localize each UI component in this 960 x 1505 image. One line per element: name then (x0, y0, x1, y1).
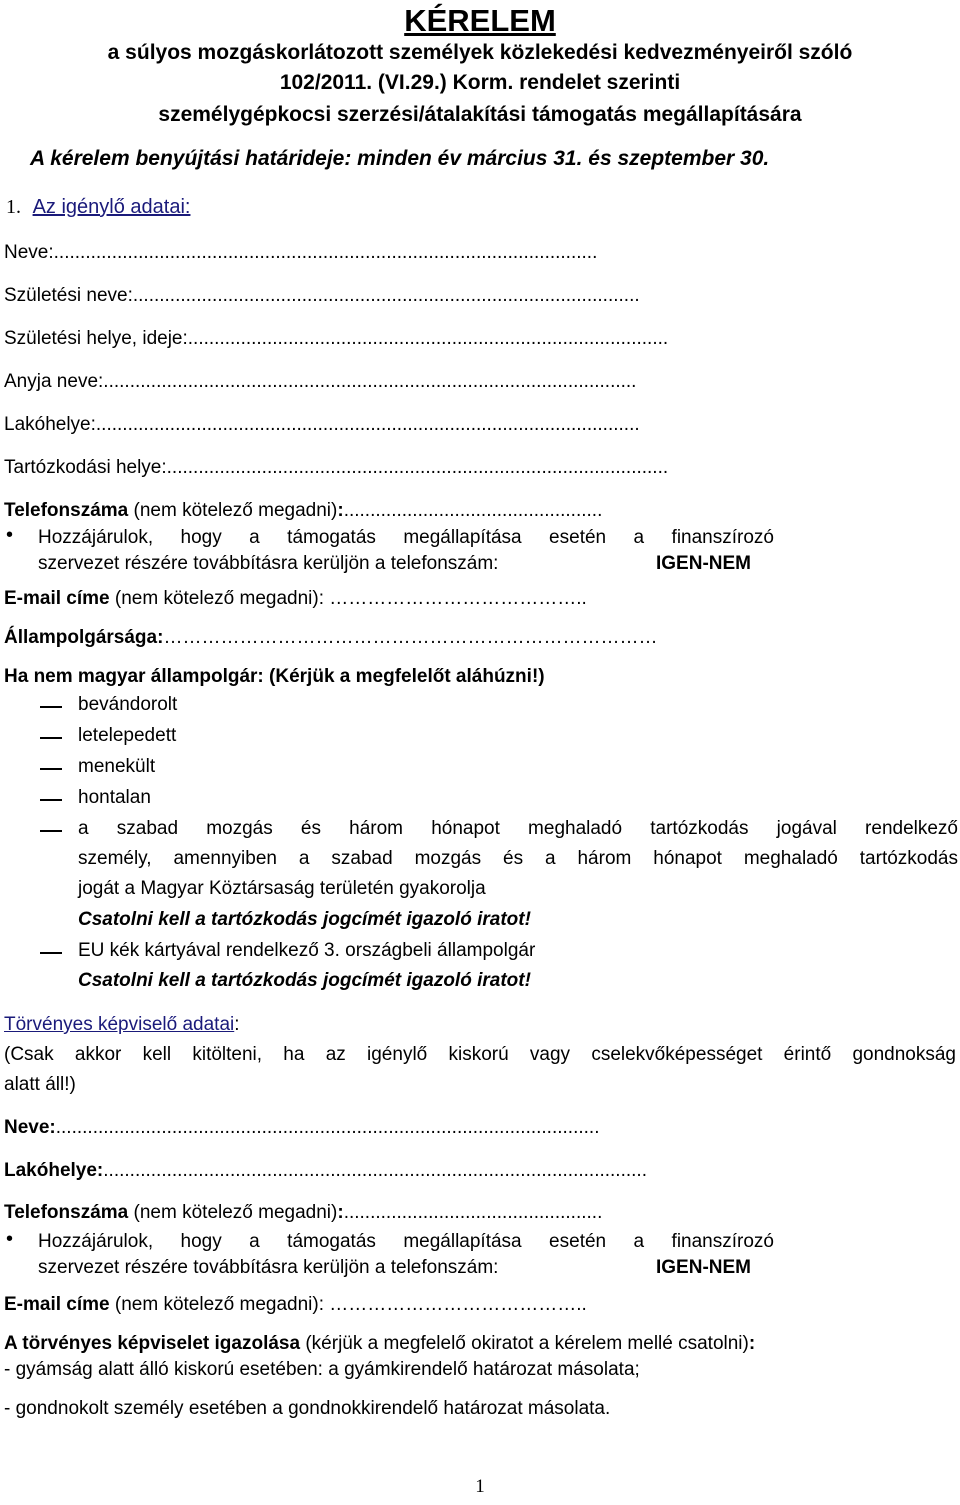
field-dots: ....................................................................................................... (103, 1160, 647, 1181)
field-label: Neve: (4, 1117, 56, 1138)
legal-rep-colon: : (234, 1014, 240, 1035)
field-label: Születési helye, ideje: (4, 328, 188, 349)
option-eu-blue-card: EU kék kártyával rendelkező 3. országbeli állampolgár (78, 940, 536, 961)
attach-note: Csatolni kell a tartózkodás jogcímét igazoló iratot! (78, 909, 531, 930)
field-citizenship (4, 627, 657, 649)
section-title: Az igénylő adatai: (32, 196, 191, 218)
email-optional: (nem kötelező megadni): (114, 1294, 324, 1315)
option-refugee: menekült (78, 756, 156, 777)
field-mother-name (4, 371, 636, 393)
subtitle-line-2: 102/2011. (VI.29.) Korm. rendelet szerinti (279, 71, 681, 94)
field-dots: ................................................................................................ (132, 285, 640, 306)
field-label: Tartózkodási helye: (4, 457, 167, 478)
dash-icon (40, 830, 62, 832)
section-number: 1. (6, 196, 21, 218)
email-optional: (nem kötelező megadni): (114, 588, 324, 609)
citizenship-dots: …………………………………………………………………… (163, 627, 658, 648)
phone-dots: ................................................. (343, 1202, 603, 1223)
foreign-citizen-prompt (4, 666, 545, 688)
proof-colon: : (748, 1333, 756, 1354)
section-1-heading (6, 196, 190, 218)
legal-rep-consent-line-2: szervezet részére továbbításra kerüljön a telefonszám: (38, 1257, 499, 1278)
dash-icon (40, 706, 62, 708)
subtitle-line-1: a súlyos mozgáskorlátozott személyek közlekedési kedvezményeiről szóló (107, 41, 853, 64)
consent-line-1: Hozzájárulok, hogy a támogatás megállapítása esetén a finanszírozó (38, 527, 774, 548)
email-label: E-mail címe (4, 588, 110, 609)
field-name (4, 242, 597, 264)
field-dots: ....................................................................................................... (53, 242, 598, 263)
subtitle-line-3: személygépkocsi szerzési/átalakítási támogatás megállapítására (158, 103, 802, 126)
option-immigrant: bevándorolt (78, 694, 178, 715)
email-dots: ………………………………….. (329, 588, 587, 609)
foreign-instruction: (Kérjük a megfelelőt aláhúzni!) (269, 666, 545, 687)
email-label: E-mail címe (4, 1294, 110, 1315)
phone-colon: : (337, 500, 344, 521)
phone-colon: : (337, 1202, 344, 1223)
field-label: Anyja neve: (4, 371, 104, 392)
deadline-notice: A kérelem benyújtási határideje: minden év március 31. és szeptember 30. (30, 147, 770, 170)
phone-dots: ................................................. (343, 500, 603, 521)
consent-choice: IGEN-NEM (656, 553, 751, 574)
option-free-movement-line-2: személy, amennyiben a szabad mozgás és a három hónapot meghaladó tartózkodás (78, 848, 958, 869)
legal-rep-field-name (4, 1117, 599, 1139)
citizenship-label: Állampolgársága: (4, 627, 164, 648)
option-settled: letelepedett (78, 725, 177, 746)
legal-rep-note-line-1: (Csak akkor kell kitölteni, ha az igénylő kiskorú vagy cselekvőképességet érintő gondnokság (4, 1044, 956, 1065)
field-birth-place-date (4, 328, 668, 350)
proof-item-conservatorship: - gondnokolt személy esetében a gondnokkirendelő határozat másolata. (4, 1398, 611, 1419)
option-free-movement-line-3: jogát a Magyar Köztársaság területén gyakorolja (78, 878, 486, 899)
field-dots: ........................................................................................... (187, 328, 669, 349)
field-email (4, 588, 587, 610)
foreign-label: Ha nem magyar állampolgár: (4, 666, 264, 687)
document-title: KÉRELEM (404, 3, 556, 38)
field-residence (4, 414, 640, 436)
proof-title: A törvényes képviselet igazolása (4, 1333, 301, 1354)
dash-icon (40, 768, 62, 770)
option-free-movement-line-1: a szabad mozgás és három hónapot meghaladó tartózkodás jogával rendelkező (78, 818, 958, 839)
field-birth-name (4, 285, 640, 307)
legal-rep-field-phone (4, 1202, 602, 1224)
bullet-icon: • (6, 524, 14, 546)
field-dots: ..................................................................................................... (103, 371, 637, 392)
field-dots: ....................................................................................................... (95, 414, 640, 435)
field-dots: ....................................................................................................... (55, 1117, 600, 1138)
dash-icon (40, 799, 62, 801)
attach-note-2: Csatolni kell a tartózkodás jogcímét igazoló iratot! (78, 970, 531, 991)
proof-item-guardianship: - gyámság alatt álló kiskorú esetében: a gyámkirendelő határozat másolata; (4, 1359, 640, 1380)
page-number: 1 (475, 1476, 485, 1497)
phone-label: Telefonszáma (4, 1202, 129, 1223)
email-dots: ………………………………….. (329, 1294, 587, 1315)
legal-rep-field-email (4, 1294, 587, 1316)
bullet-icon: • (6, 1228, 14, 1250)
legal-rep-title: Törvényes képviselő adatai (4, 1014, 235, 1035)
field-phone (4, 500, 602, 522)
phone-label: Telefonszáma (4, 500, 129, 521)
legal-rep-proof (4, 1333, 755, 1355)
phone-optional: (nem kötelező megadni) (133, 500, 338, 521)
field-dots: ............................................................................................... (166, 457, 669, 478)
field-label: Születési neve: (4, 285, 133, 306)
consent-line-2: szervezet részére továbbításra kerüljön a telefonszám: (38, 553, 499, 574)
legal-rep-consent-choice: IGEN-NEM (656, 1257, 751, 1278)
option-stateless: hontalan (78, 787, 151, 808)
field-stay-place (4, 457, 668, 479)
legal-rep-field-residence (4, 1160, 647, 1182)
dash-icon (40, 952, 62, 954)
field-label: Lakóhelye: (4, 414, 96, 435)
proof-instruction: (kérjük a megfelelő okiratot a kérelem mellé csatolni) (305, 1333, 749, 1354)
field-label: Neve: (4, 242, 54, 263)
dash-icon (40, 737, 62, 739)
legal-rep-heading (4, 1014, 240, 1036)
legal-rep-note-line-2: alatt áll!) (4, 1074, 76, 1095)
legal-rep-consent-line-1: Hozzájárulok, hogy a támogatás megállapítása esetén a finanszírozó (38, 1231, 774, 1252)
field-label: Lakóhelye: (4, 1160, 104, 1181)
phone-optional: (nem kötelező megadni) (133, 1202, 338, 1223)
